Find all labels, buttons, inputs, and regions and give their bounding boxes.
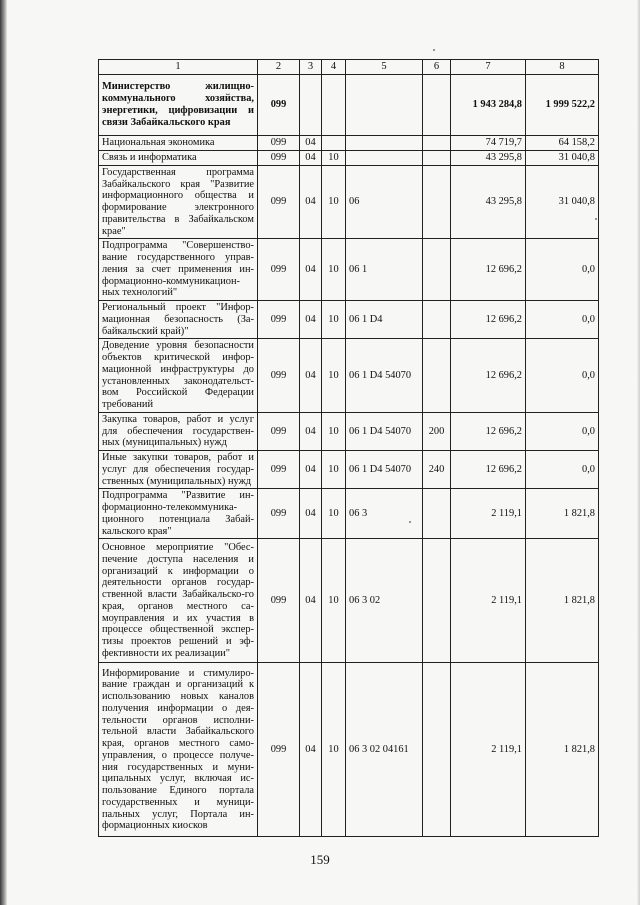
- cell-section: 04: [300, 451, 322, 489]
- cell-subsection: 10: [322, 663, 346, 837]
- cell-subsection: [322, 135, 346, 150]
- cell-code: 099: [258, 165, 300, 239]
- header-cell: 2: [258, 60, 300, 75]
- cell-amount-col7: 2 119,1: [451, 489, 526, 539]
- row-name: Закупка товаров, работ и услуг для обеспечения государствен-ных (муниципальных) нужд: [99, 412, 258, 450]
- cell-code: 099: [258, 135, 300, 150]
- row-name: Основное мероприятие "Обес-печение доступа населения и организаций к информации о деятельности органов государ-ственной власти Забайкальско-го края, органов местного са-моуправления и их участия в процессе общественной экспер-тизы проектов решений и эф-фективности их реализации": [99, 539, 258, 663]
- cell-target-article: 06 1 D4 54070: [346, 451, 423, 489]
- cell-amount-col8: 1 821,8: [526, 663, 599, 837]
- cell-amount-col8: 64 158,2: [526, 135, 599, 150]
- cell-expense-type: [423, 301, 451, 339]
- cell-target-article: 06 3 02: [346, 539, 423, 663]
- cell-target-article: [346, 135, 423, 150]
- cell-subsection: 10: [322, 239, 346, 301]
- cell-code: 099: [258, 412, 300, 450]
- cell-expense-type: 200: [423, 412, 451, 450]
- cell-amount-col7: 1 943 284,8: [451, 74, 526, 135]
- cell-target-article: 06 1 D4 54070: [346, 339, 423, 413]
- cell-target-article: 06 3: [346, 489, 423, 539]
- cell-target-article: 06 1 D4 54070: [346, 412, 423, 450]
- cell-code: 099: [258, 339, 300, 413]
- cell-subsection: 10: [322, 451, 346, 489]
- cell-expense-type: [423, 539, 451, 663]
- cell-code: 099: [258, 239, 300, 301]
- table-row: [99, 150, 599, 165]
- cell-expense-type: [423, 150, 451, 165]
- cell-subsection: 10: [322, 301, 346, 339]
- page-number: 159: [310, 852, 330, 867]
- table-row: [99, 339, 599, 413]
- row-name: Иные закупки товаров, работ и услуг для обеспечения государ-ственных (муниципальных) нужд: [99, 451, 258, 489]
- row-name: Министерство жилищно-коммунального хозяйства, энергетики, цифровизации и связи Забайкальского края: [99, 74, 258, 135]
- cell-subsection: 10: [322, 539, 346, 663]
- cell-section: 04: [300, 539, 322, 663]
- cell-amount-col7: 2 119,1: [451, 663, 526, 837]
- cell-amount-col8: 0,0: [526, 301, 599, 339]
- row-name: Связь и информатика: [99, 150, 258, 165]
- header-cell: 7: [451, 60, 526, 75]
- table-row: [99, 663, 599, 837]
- cell-amount-col7: 2 119,1: [451, 539, 526, 663]
- cell-code: 099: [258, 489, 300, 539]
- budget-table: [98, 59, 599, 837]
- cell-code: 099: [258, 663, 300, 837]
- cell-subsection: 10: [322, 412, 346, 450]
- cell-amount-col8: 0,0: [526, 239, 599, 301]
- cell-expense-type: [423, 339, 451, 413]
- table-row: [99, 135, 599, 150]
- table-row: [99, 74, 599, 135]
- cell-subsection: 10: [322, 165, 346, 239]
- table-row: [99, 239, 599, 301]
- table-header-row: [99, 60, 599, 75]
- row-name: Информирование и стимулиро-вание граждан и организаций к использованию новых каналов получения информации о дея-тельности органов исполни-тельной власти Забайкальского края, органов местного само-управления, о процессе получе-ния государственных и муни-ципальных услуг, включая ис-пользование Единого портала государственных и муници-пальных услуг, Портала ин-формационных киосков: [99, 663, 258, 837]
- cell-target-article: [346, 74, 423, 135]
- header-cell: 1: [99, 60, 258, 75]
- cell-target-article: 06 1 D4: [346, 301, 423, 339]
- cell-code: 099: [258, 539, 300, 663]
- cell-amount-col8: 0,0: [526, 451, 599, 489]
- cell-code: 099: [258, 150, 300, 165]
- cell-expense-type: [423, 239, 451, 301]
- cell-subsection: [322, 74, 346, 135]
- header-cell: 4: [322, 60, 346, 75]
- cell-section: 04: [300, 150, 322, 165]
- cell-target-article: 06: [346, 165, 423, 239]
- cell-expense-type: 240: [423, 451, 451, 489]
- cell-section: 04: [300, 135, 322, 150]
- cell-section: 04: [300, 663, 322, 837]
- cell-section: 04: [300, 239, 322, 301]
- cell-amount-col7: 12 696,2: [451, 239, 526, 301]
- header-cell: 6: [423, 60, 451, 75]
- table-row: [99, 451, 599, 489]
- cell-section: [300, 74, 322, 135]
- cell-subsection: 10: [322, 489, 346, 539]
- cell-amount-col7: 43 295,8: [451, 165, 526, 239]
- cell-amount-col8: 1 821,8: [526, 539, 599, 663]
- row-name: Региональный проект "Инфор-мационная безопасность (За-байкальский край)": [99, 301, 258, 339]
- header-cell: 8: [526, 60, 599, 75]
- scan-speck: [433, 49, 435, 51]
- cell-amount-col7: 74 719,7: [451, 135, 526, 150]
- cell-amount-col7: 43 295,8: [451, 150, 526, 165]
- cell-amount-col7: 12 696,2: [451, 412, 526, 450]
- cell-subsection: 10: [322, 339, 346, 413]
- table-row: [99, 539, 599, 663]
- cell-section: 04: [300, 165, 322, 239]
- table-row: [99, 412, 599, 450]
- table-row: [99, 301, 599, 339]
- cell-section: 04: [300, 301, 322, 339]
- cell-target-article: 06 3 02 04161: [346, 663, 423, 837]
- cell-subsection: 10: [322, 150, 346, 165]
- cell-amount-col8: 31 040,8: [526, 165, 599, 239]
- cell-section: 04: [300, 339, 322, 413]
- cell-section: 04: [300, 412, 322, 450]
- cell-expense-type: [423, 663, 451, 837]
- row-name: Национальная экономика: [99, 135, 258, 150]
- cell-expense-type: [423, 135, 451, 150]
- cell-amount-col7: 12 696,2: [451, 339, 526, 413]
- cell-section: 04: [300, 489, 322, 539]
- cell-amount-col8: 1 821,8: [526, 489, 599, 539]
- table-row: [99, 165, 599, 239]
- row-name: Государственная программа Забайкальского края "Развитие информационного общества и формирование электронного правительства в Забайкальском крае": [99, 165, 258, 239]
- cell-code: 099: [258, 301, 300, 339]
- cell-amount-col8: 0,0: [526, 412, 599, 450]
- cell-amount-col8: 0,0: [526, 339, 599, 413]
- cell-code: 099: [258, 451, 300, 489]
- row-name: Подпрограмма "Совершенство-вание государственного управ-ления за счет применения ин-формационно-коммуникацион-ных технологий": [99, 239, 258, 301]
- table-row: [99, 489, 599, 539]
- cell-target-article: 06 1: [346, 239, 423, 301]
- cell-amount-col7: 12 696,2: [451, 451, 526, 489]
- header-cell: 5: [346, 60, 423, 75]
- cell-amount-col8: 1 999 522,2: [526, 74, 599, 135]
- scan-left-edge: [0, 0, 7, 905]
- cell-amount-col7: 12 696,2: [451, 301, 526, 339]
- header-cell: 3: [300, 60, 322, 75]
- row-name: Доведение уровня безопасности объектов критической инфор-мационной инфраструктуры до установленных законодательст-вом Российской Федерации требований: [99, 339, 258, 413]
- cell-expense-type: [423, 74, 451, 135]
- cell-target-article: [346, 150, 423, 165]
- cell-expense-type: [423, 165, 451, 239]
- cell-amount-col8: 31 040,8: [526, 150, 599, 165]
- cell-expense-type: [423, 489, 451, 539]
- row-name: Подпрограмма "Развитие ин-формационно-телекоммуника-ционного потенциала Забай-кальского края": [99, 489, 258, 539]
- cell-code: 099: [258, 74, 300, 135]
